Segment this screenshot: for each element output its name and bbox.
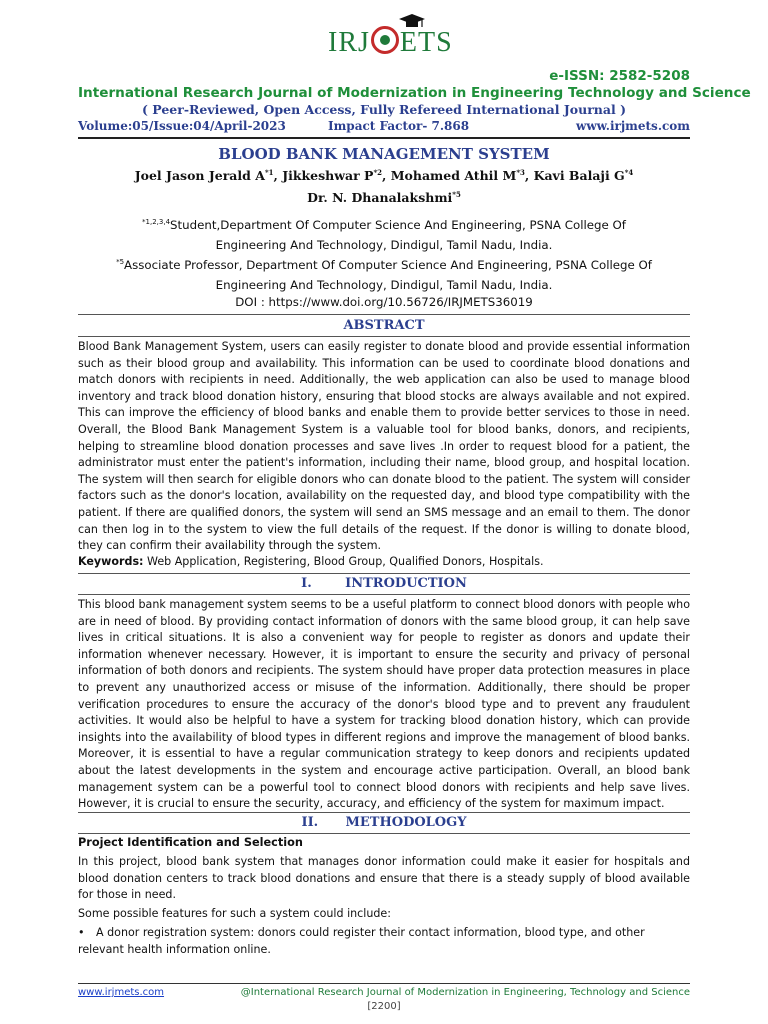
affiliation-2-line-1: Associate Professor, Department Of Computer Science And Engineering, PSNA College Of	[124, 257, 652, 272]
affiliation-students	[78, 212, 690, 255]
intro-title: INTRODUCTION	[345, 576, 467, 591]
abstract-divider-bottom	[78, 336, 690, 337]
authors-line-2: Dr. N. Dhanalakshmi$^{*5}$	[307, 190, 461, 206]
bullet-dot-icon: •	[78, 926, 85, 939]
footer-website-link[interactable]: www.irjmets.com	[78, 987, 165, 998]
keywords-label: Keywords:	[78, 555, 144, 568]
journal-logo	[328, 14, 488, 64]
affiliation-2-line-2: Engineering And Technology, Dindigul, Tamil Nadu, India.	[215, 277, 553, 292]
authors-line-1: Joel Jason Jerald $A^{*1}$, Jikkeshwar $P^{*2}$, Mohamed Athil $M^{*3}$, Kavi Balaji $G^{*4}$	[134, 168, 634, 184]
logo-text-left: IRJ	[328, 27, 370, 58]
doi-link[interactable]: DOI : https://www.doi.org/10.56726/IRJMETS36019	[235, 295, 533, 309]
abstract-text: Blood Bank Management System, users can easily register to donate blood and provide essential information such as their blood group and availability. This information can be used to coordinate blood donations and match donors with recipients in need. Additionally, the web application can also be used to manage blood inventory and track blood donation history, ensuring that blood stocks are always available and not expired. This can improve the efficiency of blood banks and enable them to provide better services to those in need. Overall, the Blood Bank Management System is a valuable tool for blood banks, donors, and recipients, helping to streamline blood donation processes and save lives .In order to request blood for a patient, the administrator must enter the patient's information, including their name, blood group, and hospital location. The system will then search for eligible donors who can donate blood to the patient. The system will consider factors such as the donor's location, availability on the requested day, and blood type compatibility with the patient. If there are qualified donors, the system will send an SMS message and an email to them. The donor can then log in to the system to view the full details of the request. If the donor is willing to donate blood, they can confirm their availability through the system.	[78, 340, 690, 553]
features-intro: Some possible features for such a system could include:	[78, 907, 391, 920]
affiliation-1-line-1: Student,Department Of Computer Science And Engineering, PSNA College Of	[170, 217, 626, 232]
abstract-heading: ABSTRACT	[343, 318, 425, 333]
footer-copyright: @International Research Journal of Modernization in Engineering, Technology and Science	[240, 987, 690, 998]
affiliation-1-line-2: Engineering And Technology, Dindigul, Tamil Nadu, India.	[215, 237, 553, 252]
methodology-number: II.	[301, 815, 319, 830]
logo-text	[328, 26, 453, 59]
bullet-text: A donor registration system: donors could register their contact information, blood type, and other relevant health information online.	[78, 926, 645, 956]
intro-heading	[78, 576, 690, 591]
bullet-donor-registration	[78, 925, 690, 958]
methodology-divider-bottom	[78, 833, 690, 834]
keywords-list: Web Application, Registering, Blood Group, Qualified Donors, Hospitals.	[143, 555, 544, 568]
methodology-text: In this project, blood bank system that manages donor information could make it easier for hospitals and blood donation centers to track blood donations and ensure that there is a steady supply of blood available for those in need.	[78, 855, 690, 902]
intro-number: I.	[301, 576, 312, 591]
methodology-heading	[78, 815, 690, 830]
logo-text-right: ETS	[399, 27, 453, 58]
keywords	[78, 555, 690, 568]
intro-text: This blood bank management system seems to be a useful platform to connect blood donors with people who are in need of blood. By providing contact information of donors with the same blood group, it can help save lives in critical situations. It is also a convenient way for people to register as donors and update their information whenever necessary. However, it is important to ensure the security and privacy of personal information of both donors and recipients. The system should have proper data protection measures in place to prevent any unauthorized access or misuse of the information. Additionally, there should be proper verification procedures to ensure the accuracy of the donor's blood type and to prevent any fraudulent activities. It would also be helpful to have a system for tracking blood donation history, which can provide insights into the availability of blood types in different regions and improve the management of blood banks. Moreover, it is essential to have a regular communication strategy to keep donors and recipients updated about the latest developments in the system and encourage active participation. Overall, an blood bank management system can be a powerful tool to connect blood donors with recipients and help save lives. However, it is crucial to ensure the security, accuracy, and efficiency of the system for maximum impact.	[78, 598, 690, 811]
footer-divider	[78, 983, 690, 984]
peer-review-note: ( Peer-Reviewed, Open Access, Fully Refereed International Journal )	[142, 102, 626, 117]
methodology-divider-top	[78, 812, 690, 813]
journal-website: www.irjmets.com	[576, 119, 690, 133]
page-number: [2200]	[367, 1001, 401, 1012]
paper-title: BLOOD BANK MANAGEMENT SYSTEM	[218, 145, 550, 163]
abstract-divider-top	[78, 314, 690, 315]
methodology-title: METHODOLOGY	[345, 815, 467, 830]
issn: e-ISSN: 2582-5208	[549, 68, 690, 84]
volume-issue: Volume:05/Issue:04/April-2023	[78, 119, 286, 133]
header-divider	[78, 137, 690, 139]
affiliation-professor	[78, 252, 690, 295]
journal-title: International Research Journal of Modernization in Engineering Technology and Science	[78, 85, 751, 101]
methodology-subheading: Project Identification and Selection	[78, 836, 303, 849]
intro-divider-top	[78, 573, 690, 574]
impact-factor: Impact Factor- 7.868	[328, 119, 470, 133]
affiliation-1-marker: *1,2,3,4	[142, 218, 171, 226]
affiliation-2-marker: *5	[116, 258, 125, 266]
gear-icon	[371, 26, 399, 54]
intro-divider-bottom	[78, 594, 690, 595]
